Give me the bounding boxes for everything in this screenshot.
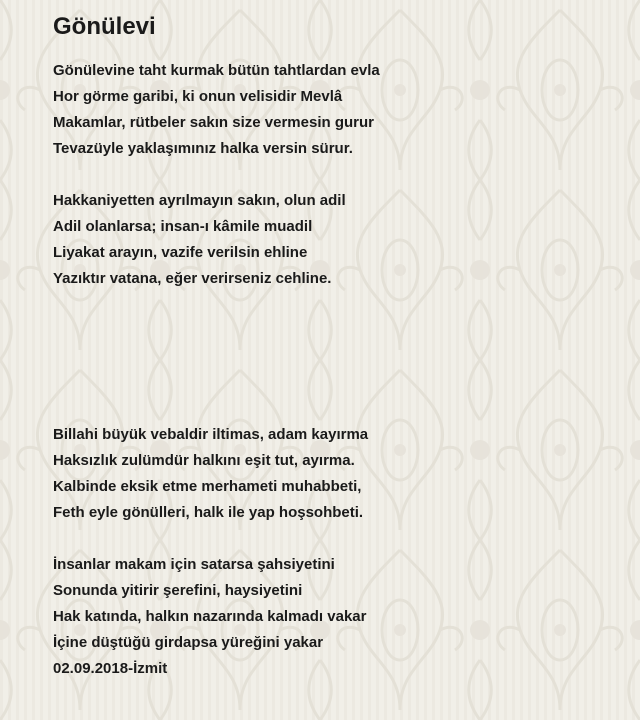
poem-container (53, 10, 613, 682)
poem-line: İnsanlar makam için satarsa şahsiyetini (53, 556, 335, 573)
poem-line: Sonunda yitirir şerefini, haysiyetini (53, 582, 303, 599)
poem-line: Hak katında, halkın nazarında kalmadı vakar (53, 608, 367, 625)
poem-line: Liyakat arayın, vazife verilsin ehline (53, 244, 308, 261)
poem-line: Tevazüyle yaklaşımınız halka versin sürur. (53, 140, 353, 157)
poem-line: Makamlar, rütbeler sakın size vermesin gurur (53, 114, 374, 131)
poem-title: Gönülevi (53, 13, 156, 40)
poem-line: Yazıktır vatana, eğer verirseniz cehline. (53, 270, 332, 287)
stanza-3 (53, 422, 613, 526)
stanza-gap (53, 292, 613, 422)
stanza-1 (53, 58, 613, 162)
stanza-4 (53, 552, 613, 682)
poem-date-place: 02.09.2018-İzmit (53, 660, 168, 677)
poem-line: Billahi büyük vebaldir iltimas, adam kayırma (53, 426, 369, 443)
poem-line: Hor görme garibi, ki onun velisidir Mevlâ (53, 88, 343, 105)
poem-line: Adil olanlarsa; insan-ı kâmile muadil (53, 218, 313, 235)
poem-line: Gönülevine taht kurmak bütün tahtlardan evla (53, 62, 380, 79)
poem-line: Feth eyle gönülleri, halk ile yap hoşsohbeti. (53, 504, 364, 521)
stanza-2 (53, 188, 613, 292)
stanza-gap (53, 162, 613, 188)
poem-line: Haksızlık zulümdür halkını eşit tut, ayırma. (53, 452, 355, 469)
poem-line: İçine düştüğü girdapsa yüreğini yakar (53, 634, 324, 651)
poem-line: Hakkaniyetten ayrılmayın sakın, olun adil (53, 192, 346, 209)
poem-line: Kalbinde eksik etme merhameti muhabbeti, (53, 478, 362, 495)
stanza-gap (53, 526, 613, 552)
